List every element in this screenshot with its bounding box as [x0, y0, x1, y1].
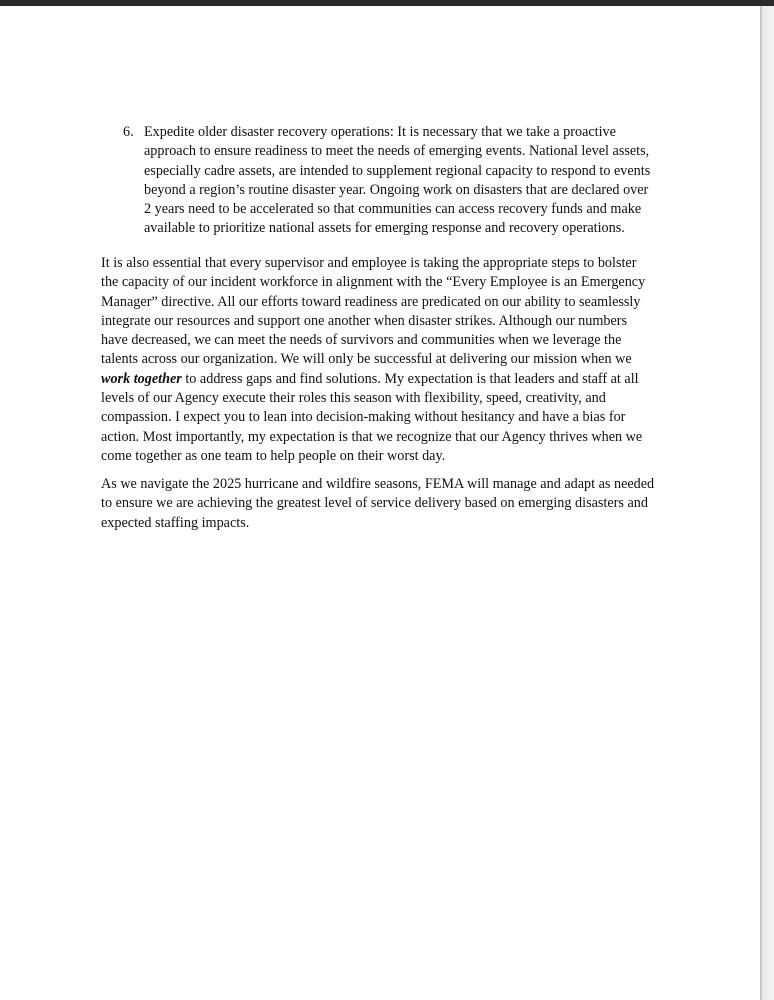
paragraph-hurricane-season — [101, 475, 701, 533]
numbered-item-6 — [123, 123, 684, 239]
paragraph-line: the capacity of our incident workforce in alignment with the “Every Employee is an Emergency — [101, 274, 646, 291]
paragraph-line: expected staffing impacts. — [101, 514, 250, 531]
paragraph-line: action. Most importantly, my expectation is that we recognize that our Agency thrives when we — [101, 428, 643, 445]
paragraph-line: As we navigate the 2025 hurricane and wildfire seasons, FEMA will manage and adapt as needed — [101, 476, 655, 492]
item-line: Expedite older disaster recovery operations: It is necessary that we take a proactive — [144, 124, 616, 140]
paragraph-line: compassion. I expect you to lean into decision-making without hesitancy and have a bias for — [101, 409, 626, 426]
paragraph-line: to ensure we are achieving the greatest level of service delivery based on emerging disasters and — [101, 495, 648, 512]
page-edge-shadow — [760, 6, 774, 1000]
emphasis-work-together: work together — [101, 370, 182, 387]
paragraph-line: have decreased, we can meet the needs of survivors and communities when we leverage the — [101, 332, 622, 349]
paragraph-line: Manager” directive. All our efforts toward readiness are predicated on our ability to seamlessly — [101, 293, 641, 310]
item-line: available to prioritize national assets for emerging response and recovery operations. — [144, 220, 625, 237]
document-page — [0, 6, 760, 1000]
item-line: especially cadre assets, are intended to supplement regional capacity to respond to events — [144, 162, 651, 179]
item-line: approach to ensure readiness to meet the needs of emerging events. National level assets, — [144, 143, 650, 160]
paragraph-line: integrate our resources and support one another when disaster strikes. Although our numbers — [101, 312, 627, 329]
item-line: beyond a region’s routine disaster year. Ongoing work on disasters that are declared over — [144, 181, 649, 198]
paragraph-line: come together as one team to help people on their worst day. — [101, 447, 446, 464]
paragraph-line-emphasis — [101, 370, 701, 389]
paragraph-line: It is also essential that every supervisor and employee is taking the appropriate steps to bolster — [101, 255, 637, 271]
item-number: 6. — [123, 124, 134, 140]
emphasis-continuation: to address gaps and find solutions. My expectation is that leaders and staff at all — [181, 370, 639, 387]
paragraph-line: levels of our Agency execute their roles this season with flexibility, speed, creativity, and — [101, 390, 606, 407]
paragraph-workforce — [101, 254, 701, 466]
paragraph-line: talents across our organization. We will only be successful at delivering our mission when we — [101, 351, 632, 368]
item-line: 2 years need to be accelerated so that communities can access recovery funds and make — [144, 201, 642, 218]
